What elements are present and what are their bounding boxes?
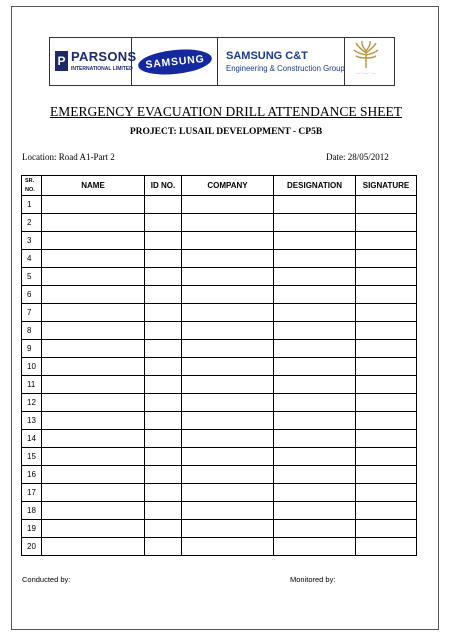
sr-number-cell: 18: [22, 502, 42, 520]
name-cell[interactable]: [42, 466, 145, 484]
id-no-cell[interactable]: [145, 340, 182, 358]
name-cell[interactable]: [42, 232, 145, 250]
signature-cell[interactable]: [356, 448, 417, 466]
sr-number-cell: 4: [22, 250, 42, 268]
parsons-p-mark: P: [55, 51, 68, 71]
designation-cell[interactable]: [274, 466, 356, 484]
signature-cell[interactable]: [356, 538, 417, 556]
sr-number-cell: 3: [22, 232, 42, 250]
name-cell[interactable]: [42, 448, 145, 466]
table-row: [22, 412, 417, 430]
designation-cell[interactable]: [274, 520, 356, 538]
table-row: [22, 214, 417, 232]
designation-cell[interactable]: [274, 250, 356, 268]
id-no-cell[interactable]: [145, 448, 182, 466]
designation-cell[interactable]: [274, 376, 356, 394]
designation-cell[interactable]: [274, 196, 356, 214]
designation-cell[interactable]: [274, 430, 356, 448]
signature-cell[interactable]: [356, 358, 417, 376]
signature-cell[interactable]: [356, 268, 417, 286]
sheet-title: EMERGENCY EVACUATION DRILL ATTENDANCE SHEET: [50, 104, 402, 119]
name-cell[interactable]: [42, 322, 145, 340]
sr-number-cell: 6: [22, 286, 42, 304]
parsons-subtitle: INTERNATIONAL LIMITED: [71, 66, 133, 72]
name-cell[interactable]: [42, 196, 145, 214]
header-sr: SR.: [25, 177, 35, 184]
signature-cell[interactable]: [356, 340, 417, 358]
company-cell[interactable]: [182, 340, 274, 358]
table-row: [22, 376, 417, 394]
signature-cell[interactable]: [356, 412, 417, 430]
sr-number-cell: 14: [22, 430, 42, 448]
designation-cell[interactable]: [274, 304, 356, 322]
samsung-oval: SAMSUNG: [137, 46, 213, 78]
signature-cell[interactable]: [356, 466, 417, 484]
company-cell[interactable]: [182, 520, 274, 538]
company-cell[interactable]: [182, 214, 274, 232]
header-no: NO.: [25, 186, 35, 193]
id-no-cell[interactable]: [145, 304, 182, 322]
table-row: [22, 358, 417, 376]
id-no-cell[interactable]: [145, 412, 182, 430]
table-row: [22, 250, 417, 268]
table-row: [22, 304, 417, 322]
attendance-table: [21, 175, 417, 556]
name-cell[interactable]: [42, 538, 145, 556]
parsons-logo: [50, 38, 137, 85]
table-row: [22, 286, 417, 304]
sr-number-cell: 8: [22, 322, 42, 340]
name-cell[interactable]: [42, 358, 145, 376]
sr-number-cell: 15: [22, 448, 42, 466]
id-no-cell[interactable]: [145, 466, 182, 484]
table-row: [22, 502, 417, 520]
header-signature: SIGNATURE: [356, 176, 417, 196]
sr-number-cell: 16: [22, 466, 42, 484]
project-name: PROJECT: LUSAIL DEVELOPMENT - CP5B: [129, 127, 323, 137]
designation-cell[interactable]: [274, 322, 356, 340]
header-id-no: ID NO.: [145, 176, 182, 196]
company-cell[interactable]: [182, 268, 274, 286]
id-no-cell[interactable]: [145, 214, 182, 232]
table-row: [22, 538, 417, 556]
header-company: COMPANY: [182, 176, 274, 196]
signature-cell[interactable]: [356, 430, 417, 448]
designation-cell[interactable]: [274, 232, 356, 250]
id-no-cell[interactable]: [145, 376, 182, 394]
id-no-cell[interactable]: [145, 484, 182, 502]
table-row: [22, 232, 417, 250]
sr-number-cell: 10: [22, 358, 42, 376]
sr-number-cell: 11: [22, 376, 42, 394]
designation-cell[interactable]: [274, 412, 356, 430]
company-cell[interactable]: [182, 412, 274, 430]
table-row: [22, 520, 417, 538]
company-cell[interactable]: [182, 376, 274, 394]
designation-cell[interactable]: [274, 448, 356, 466]
company-cell[interactable]: [182, 322, 274, 340]
designation-cell[interactable]: [274, 538, 356, 556]
table-row: [22, 466, 417, 484]
sr-number-cell: 19: [22, 520, 42, 538]
name-cell[interactable]: [42, 502, 145, 520]
table-row: [22, 340, 417, 358]
sr-number-cell: 20: [22, 538, 42, 556]
sr-number-cell: 12: [22, 394, 42, 412]
sr-number-cell: 1: [22, 196, 42, 214]
company-cell[interactable]: [182, 430, 274, 448]
name-cell[interactable]: [42, 520, 145, 538]
samsung-ct-name: SAMSUNG C&T: [226, 50, 308, 62]
designation-cell[interactable]: [274, 502, 356, 520]
name-cell[interactable]: [42, 286, 145, 304]
company-cell[interactable]: [182, 250, 274, 268]
table-row: [22, 448, 417, 466]
id-no-cell[interactable]: [145, 394, 182, 412]
id-no-cell[interactable]: [145, 196, 182, 214]
signature-cell[interactable]: [356, 250, 417, 268]
company-cell[interactable]: [182, 448, 274, 466]
signature-cell[interactable]: [356, 322, 417, 340]
company-cell[interactable]: [182, 358, 274, 376]
logo-strip: [49, 37, 395, 86]
name-cell[interactable]: [42, 304, 145, 322]
sr-number-cell: 13: [22, 412, 42, 430]
company-cell[interactable]: [182, 394, 274, 412]
table-header-row: [22, 176, 417, 196]
signature-cell[interactable]: [356, 304, 417, 322]
id-no-cell[interactable]: [145, 502, 182, 520]
conducted-by-label: Conducted by:: [22, 575, 71, 584]
id-no-cell[interactable]: [145, 520, 182, 538]
lusail-wordmark: — · — · —: [356, 70, 376, 75]
location-field: Location: Road A1-Part 2: [22, 152, 115, 162]
company-cell[interactable]: [182, 484, 274, 502]
id-no-cell[interactable]: [145, 232, 182, 250]
name-cell[interactable]: [42, 340, 145, 358]
table-row: [22, 322, 417, 340]
company-cell[interactable]: [182, 196, 274, 214]
table-row: [22, 268, 417, 286]
lusail-logo: [345, 38, 394, 85]
id-no-cell[interactable]: [145, 538, 182, 556]
sr-number-cell: 2: [22, 214, 42, 232]
header-name: NAME: [42, 176, 145, 196]
name-cell[interactable]: [42, 484, 145, 502]
designation-cell[interactable]: [274, 394, 356, 412]
lusail-palm-icon: [353, 41, 379, 69]
name-cell[interactable]: [42, 412, 145, 430]
header-sr-no: [22, 176, 42, 196]
designation-cell[interactable]: [274, 484, 356, 502]
company-cell[interactable]: [182, 286, 274, 304]
sr-number-cell: 7: [22, 304, 42, 322]
signature-cell[interactable]: [356, 232, 417, 250]
designation-cell[interactable]: [274, 358, 356, 376]
id-no-cell[interactable]: [145, 358, 182, 376]
id-no-cell[interactable]: [145, 322, 182, 340]
name-cell[interactable]: [42, 268, 145, 286]
signature-cell[interactable]: [356, 502, 417, 520]
company-cell[interactable]: [182, 304, 274, 322]
company-cell[interactable]: [182, 232, 274, 250]
designation-cell[interactable]: [274, 340, 356, 358]
designation-cell[interactable]: [274, 286, 356, 304]
sr-number-cell: 9: [22, 340, 42, 358]
date-field: Date: 28/05/2012: [326, 152, 389, 162]
name-cell[interactable]: [42, 394, 145, 412]
sr-number-cell: 5: [22, 268, 42, 286]
id-no-cell[interactable]: [145, 250, 182, 268]
samsung-ct-logo: [218, 38, 345, 85]
name-cell[interactable]: [42, 214, 145, 232]
name-cell[interactable]: [42, 376, 145, 394]
header-designation: DESIGNATION: [274, 176, 356, 196]
designation-cell[interactable]: [274, 268, 356, 286]
id-no-cell[interactable]: [145, 268, 182, 286]
designation-cell[interactable]: [274, 214, 356, 232]
id-no-cell[interactable]: [145, 430, 182, 448]
company-cell[interactable]: [182, 502, 274, 520]
id-no-cell[interactable]: [145, 286, 182, 304]
signature-cell[interactable]: [356, 484, 417, 502]
samsung-ct-subtitle: Engineering & Construction Group: [226, 64, 345, 73]
signature-cell[interactable]: [356, 214, 417, 232]
signature-cell[interactable]: [356, 376, 417, 394]
table-row: [22, 484, 417, 502]
table-row: [22, 430, 417, 448]
signature-cell[interactable]: [356, 520, 417, 538]
name-cell[interactable]: [42, 250, 145, 268]
monitored-by-label: Monitored by:: [290, 575, 336, 584]
signature-cell[interactable]: [356, 196, 417, 214]
signature-cell[interactable]: [356, 286, 417, 304]
samsung-logo: [132, 38, 218, 85]
table-row: [22, 394, 417, 412]
table-row: [22, 196, 417, 214]
company-cell[interactable]: [182, 466, 274, 484]
sr-number-cell: 17: [22, 484, 42, 502]
company-cell[interactable]: [182, 538, 274, 556]
signature-cell[interactable]: [356, 394, 417, 412]
name-cell[interactable]: [42, 430, 145, 448]
parsons-name: PARSONS: [71, 49, 137, 64]
table-body: [22, 196, 417, 556]
